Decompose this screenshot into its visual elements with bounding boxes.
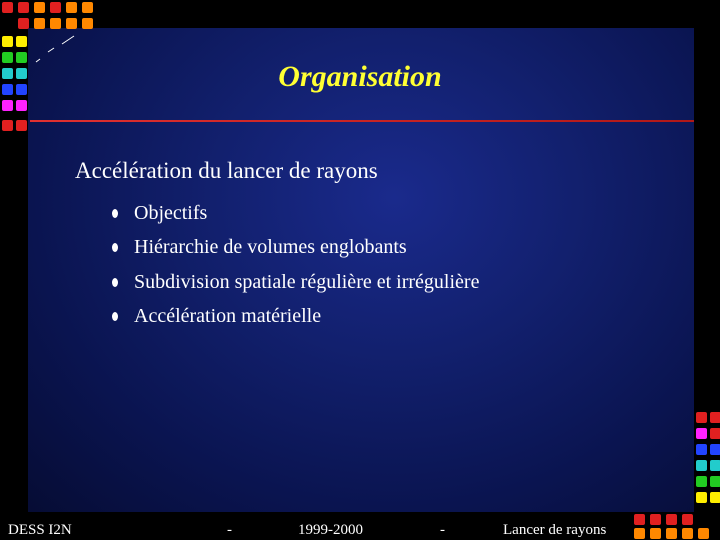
bullet-item [110, 196, 479, 231]
decorative-square [16, 120, 27, 131]
decorative-square [18, 2, 29, 13]
bullet-item [110, 231, 479, 266]
decorative-square [710, 492, 720, 503]
bullet-item [110, 265, 479, 300]
bullet-icon [112, 312, 118, 321]
footer-year: 1999-2000 [298, 522, 363, 538]
decorative-square [666, 514, 677, 525]
decorative-square [650, 528, 661, 539]
decorative-square [66, 18, 77, 29]
decorative-square [666, 528, 677, 539]
decorative-square [682, 514, 693, 525]
footer-course: DESS I2N [8, 522, 72, 538]
decorative-square [2, 120, 13, 131]
bullet-icon [112, 278, 118, 287]
decorative-square [696, 460, 707, 471]
decorative-square [696, 412, 707, 423]
bullet-icon [112, 209, 118, 218]
decorative-square [710, 428, 720, 439]
decorative-square [710, 460, 720, 471]
decorative-square [682, 528, 693, 539]
decorative-square [34, 18, 45, 29]
bullet-item [110, 300, 479, 335]
decorative-square [710, 444, 720, 455]
decorative-square [696, 444, 707, 455]
decorative-square [2, 2, 13, 13]
decorative-square [34, 2, 45, 13]
section-heading: Accélération du lancer de rayons [75, 158, 378, 183]
decorative-square [710, 476, 720, 487]
decorative-square [634, 528, 645, 539]
bullet-list [110, 196, 479, 334]
bullet-text: Accélération matérielle [134, 305, 322, 328]
decorative-square [50, 2, 61, 13]
bullet-text: Subdivision spatiale régulière et irrégulière [134, 270, 480, 293]
decorative-square [2, 100, 13, 111]
footer-topic: Lancer de rayons [503, 522, 607, 538]
decorative-square [50, 18, 61, 29]
slide-title: Organisation [278, 60, 442, 93]
decorative-square [82, 18, 93, 29]
bullet-text: Objectifs [134, 201, 208, 224]
decorative-square [18, 18, 29, 29]
bullet-icon [112, 243, 118, 252]
decorative-square [696, 428, 707, 439]
decorative-square [696, 492, 707, 503]
decorative-square [66, 2, 77, 13]
title-divider [30, 120, 694, 122]
footer-separator: - [227, 522, 232, 538]
footer-separator: - [440, 522, 445, 538]
bullet-text: Hiérarchie de volumes englobants [134, 236, 407, 259]
decorative-square [650, 514, 661, 525]
decorative-square [710, 412, 720, 423]
decorative-square [696, 476, 707, 487]
decorative-square [2, 36, 13, 47]
decorative-square [16, 100, 27, 111]
decorative-square [698, 528, 709, 539]
decorative-square [16, 36, 27, 47]
decorative-square [634, 514, 645, 525]
decorative-square [82, 2, 93, 13]
